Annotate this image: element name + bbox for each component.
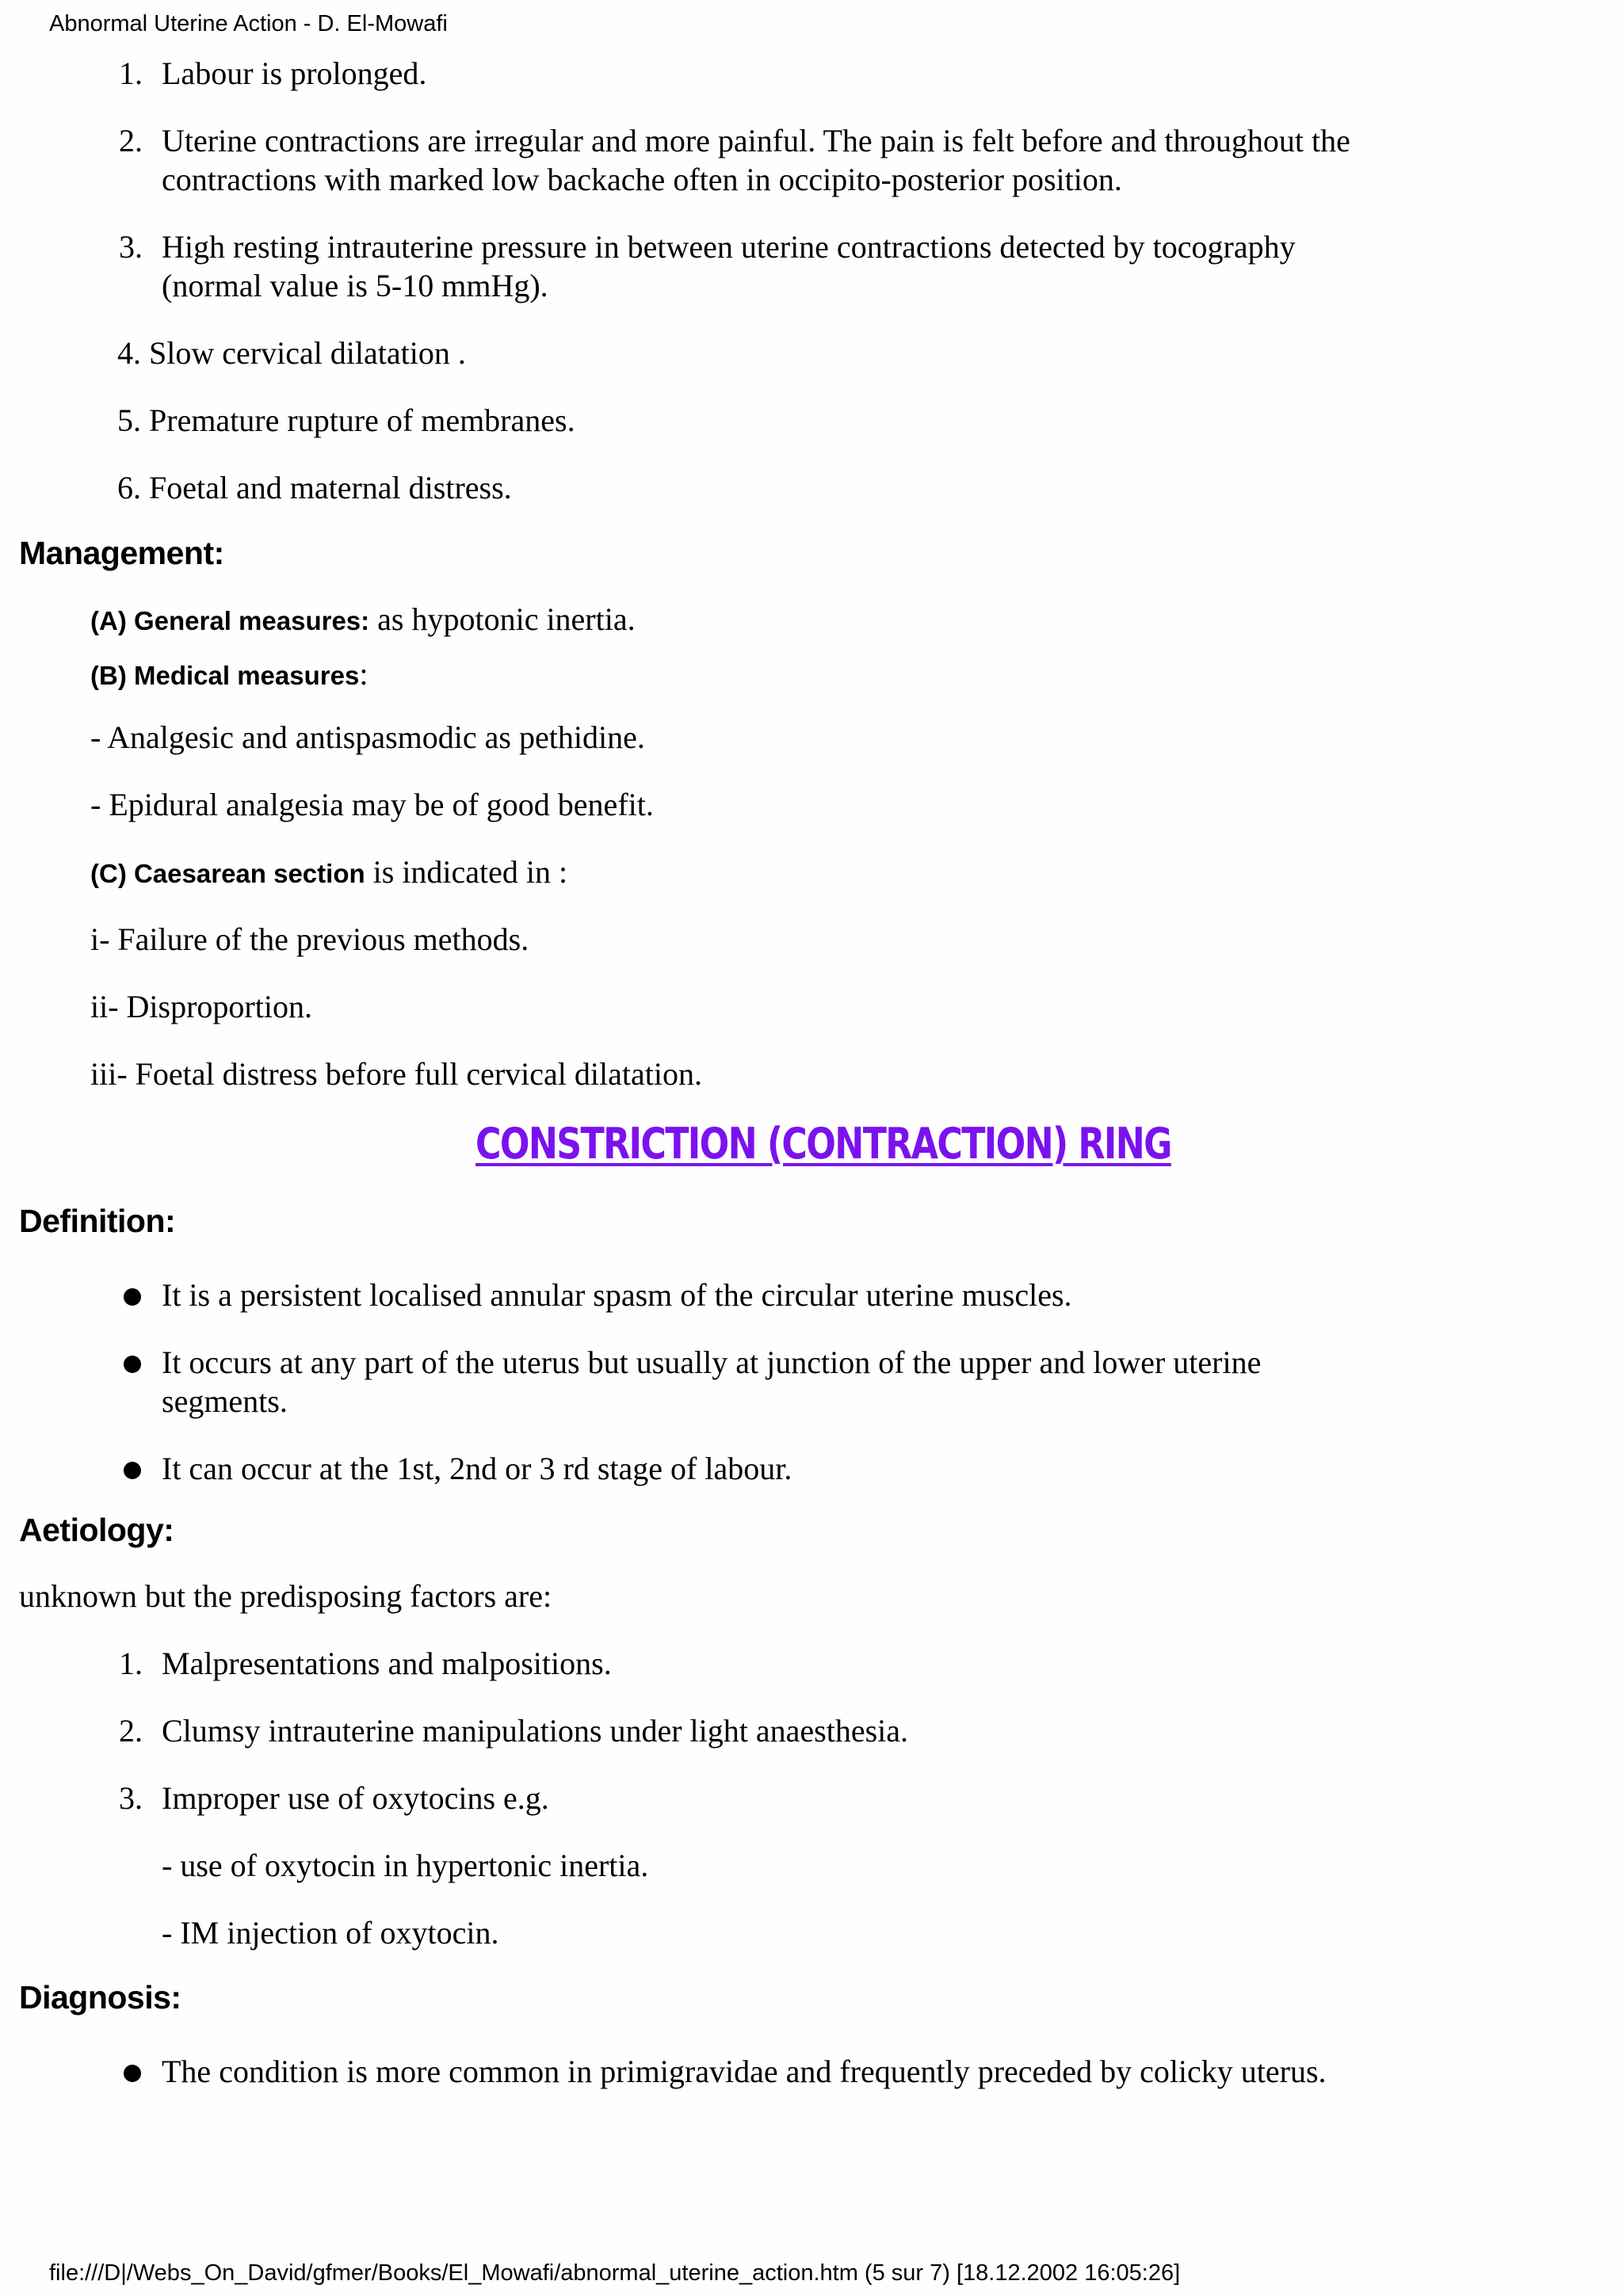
list-number: 1. xyxy=(119,1646,143,1681)
list-number: 2. xyxy=(119,1713,143,1749)
page-header: Abnormal Uterine Action - D. El-Mowafi xyxy=(49,11,448,36)
caesarean-item: i- Failure of the previous methods. xyxy=(90,921,529,957)
section-title-link[interactable]: CONSTRICTION (CONTRACTION) RING xyxy=(475,1119,1171,1169)
medical-item: - Analgesic and antispasmodic as pethidine. xyxy=(90,719,645,755)
general-measures-text: as hypotonic inertia. xyxy=(369,601,636,637)
bullet-icon xyxy=(124,1462,141,1479)
aetiology-intro: unknown but the predisposing factors are: xyxy=(19,1578,552,1614)
diagnosis-heading: Diagnosis: xyxy=(19,1979,181,2016)
bullet-text: segments. xyxy=(162,1383,288,1419)
list-item-text: High resting intrauterine pressure in between uterine contractions detected by tocography xyxy=(162,229,1296,265)
definition-heading: Definition: xyxy=(19,1203,176,1239)
general-measures xyxy=(90,600,636,641)
bullet-icon xyxy=(124,1288,141,1306)
bullet-icon xyxy=(124,1356,141,1373)
list-item: 5. Premature rupture of membranes. xyxy=(117,402,575,438)
bullet-text: The condition is more common in primigravidae and frequently preceded by colicky uterus. xyxy=(162,2054,1327,2089)
caesarean-label: (C) Caesarean section xyxy=(90,859,365,888)
management-heading: Management: xyxy=(19,535,224,571)
list-item-text: Uterine contractions are irregular and more painful. The pain is felt before and throughout the xyxy=(162,123,1350,158)
bullet-text: It occurs at any part of the uterus but usually at junction of the upper and lower uterine xyxy=(162,1344,1262,1380)
medical-measures-colon: : xyxy=(359,656,369,692)
list-item-text: contractions with marked low backache often in occipito-posterior position. xyxy=(162,162,1122,197)
bullet-text: It can occur at the 1st, 2nd or 3 rd stage of labour. xyxy=(162,1451,792,1486)
list-item-text: (normal value is 5-10 mmHg). xyxy=(162,268,548,303)
medical-measures xyxy=(90,654,368,696)
caesarean-item: iii- Foetal distress before full cervical dilatation. xyxy=(90,1056,702,1092)
caesarean-section xyxy=(90,852,567,894)
list-item-text: Clumsy intrauterine manipulations under light anaesthesia. xyxy=(162,1713,909,1749)
list-item-text: Labour is prolonged. xyxy=(162,55,427,91)
list-item: 6. Foetal and maternal distress. xyxy=(117,470,512,505)
caesarean-text: is indicated in : xyxy=(365,854,568,890)
bullet-text: It is a persistent localised annular spasm of the circular uterine muscles. xyxy=(162,1277,1072,1313)
general-measures-label: (A) General measures: xyxy=(90,606,370,635)
sub-item: - IM injection of oxytocin. xyxy=(162,1915,499,1951)
list-item-text: Improper use of oxytocins e.g. xyxy=(162,1780,549,1816)
bullet-icon xyxy=(124,2065,141,2082)
aetiology-heading: Aetiology: xyxy=(19,1512,174,1548)
list-item: 4. Slow cervical dilatation . xyxy=(117,335,466,371)
caesarean-item: ii- Disproportion. xyxy=(90,989,312,1024)
medical-item: - Epidural analgesia may be of good benefit. xyxy=(90,787,654,822)
list-number: 1. xyxy=(119,55,143,91)
list-number: 2. xyxy=(119,123,143,158)
list-number: 3. xyxy=(119,229,143,265)
sub-item: - use of oxytocin in hypertonic inertia. xyxy=(162,1848,649,1883)
list-item-text: Malpresentations and malpositions. xyxy=(162,1646,612,1681)
medical-measures-label: (B) Medical measures xyxy=(90,661,360,690)
list-number: 3. xyxy=(119,1780,143,1816)
page-footer: file:///D|/Webs_On_David/gfmer/Books/El_Mowafi/abnormal_uterine_action.htm (5 sur 7) [18.12.2002 16:05:26] xyxy=(49,2260,1181,2286)
